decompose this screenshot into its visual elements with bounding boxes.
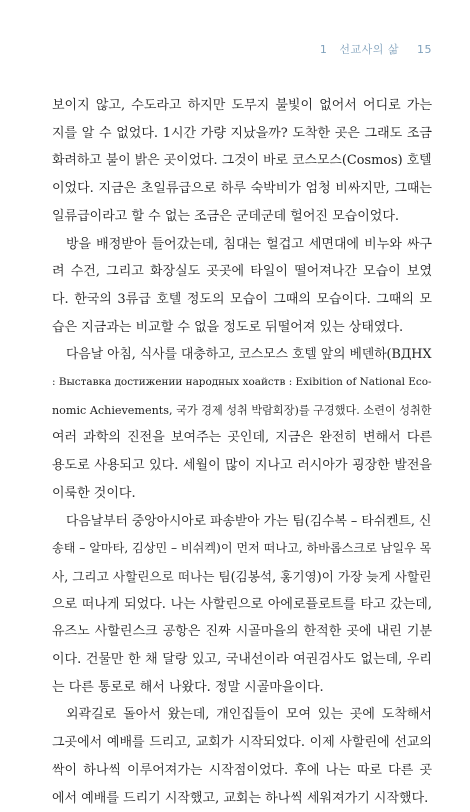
text-line: 이룩한 것이다.: [52, 485, 136, 501]
text-line: 으로 떠나게 되었다. 나는 사할린으로 아에로플로트를 타고 갔는데,: [52, 596, 432, 612]
text-line: 방을 배정받아 들어갔는데, 침대는 헐겁고 세면대에 비누와 싸구: [66, 236, 432, 252]
text-line: nomic Achievements, 국가 경제 성취 박람회장)를 구경했다. 소련이 성취한: [52, 403, 432, 417]
running-head: [320, 41, 432, 57]
text-line: 외곽길로 돌아서 왔는데, 개인집들이 모여 있는 곳에 도착해서: [66, 707, 432, 723]
chapter-number: 1: [319, 43, 328, 56]
text-line: 사, 그리고 사할린으로 떠나는 팀(김봉석, 홍기영)이 가장 늦게 사할린: [52, 568, 432, 584]
text-line: 화려하고 불이 밝은 곳이었다. 그것이 바로 코스모스(Cosmos) 호텔: [52, 153, 432, 169]
text-line: 려 수건, 그리고 화장실도 곳곳에 타일이 떨어져나간 모습이 보였: [52, 264, 432, 280]
text-line: 싹이 하나씩 이루어져가는 시작점이었다. 후에 나는 따로 다른 곳: [52, 762, 432, 778]
text-line: 송태 – 알마타, 김상민 – 비쉬켁)이 먼저 떠나고, 하바롭스크로 남일우 목: [52, 541, 432, 556]
page-number: 15: [417, 43, 432, 56]
text-line: 그곳에서 예배를 드리고, 교회가 시작되었다. 이제 사할린에 선교의: [52, 735, 432, 751]
text-line: 용도로 사용되고 있다. 세월이 많이 지나고 러시아가 굉장한 발전을: [52, 458, 432, 474]
text-line: 일류급이라고 할 수 없는 조금은 군데군데 헐어진 모습이었다.: [52, 208, 400, 224]
text-line: 습은 지금과는 비교할 수 없을 정도로 뒤떨어져 있는 상태였다.: [52, 319, 404, 335]
text-line: 이다. 건물만 한 채 달랑 있고, 국내선이라 여권검사도 없는데, 우리: [52, 652, 432, 668]
chapter-title: 선교사의 삶: [339, 43, 399, 56]
text-line: 지를 알 수 없었다. 1시간 가량 지났을까? 도착한 곳은 그래도 조금: [52, 125, 432, 141]
text-line: 에서 예배를 드리기 시작했고, 교회는 하나씩 세워져가기 시작했다.: [52, 790, 429, 806]
body-text: [52, 92, 432, 812]
text-line: 다음날 아침, 식사를 대충하고, 코스모스 호텔 앞의 베덴하(ВДНХ: [66, 347, 432, 363]
text-line: 여러 과학의 진전을 보여주는 곳인데, 지금은 완전히 변해서 다른: [52, 430, 432, 446]
text-line: 다. 한국의 3류급 호텔 정도의 모습이 그때의 모습이다. 그때의 모: [52, 291, 432, 307]
text-line: : Выставка достижении народных хоайств : Exibition of National Eco-: [52, 376, 432, 389]
text-line: 는 다른 통로로 해서 나왔다. 정말 시골마을이다.: [52, 679, 324, 695]
text-line: 이었다. 지금은 초일류급으로 하루 숙박비가 엄청 비싸지만, 그때는: [52, 181, 432, 197]
text-line: 보이지 않고, 수도라고 하지만 도무지 불빛이 없어서 어디로 가는: [52, 98, 432, 113]
text-line: 다음날부터 중앙아시아로 파송받아 가는 팀(김수복 – 타쉬켄트, 신: [66, 513, 432, 529]
text-line: 유즈노 사할린스크 공항은 진짜 시골마을의 한적한 곳에 내린 기분: [52, 624, 432, 640]
